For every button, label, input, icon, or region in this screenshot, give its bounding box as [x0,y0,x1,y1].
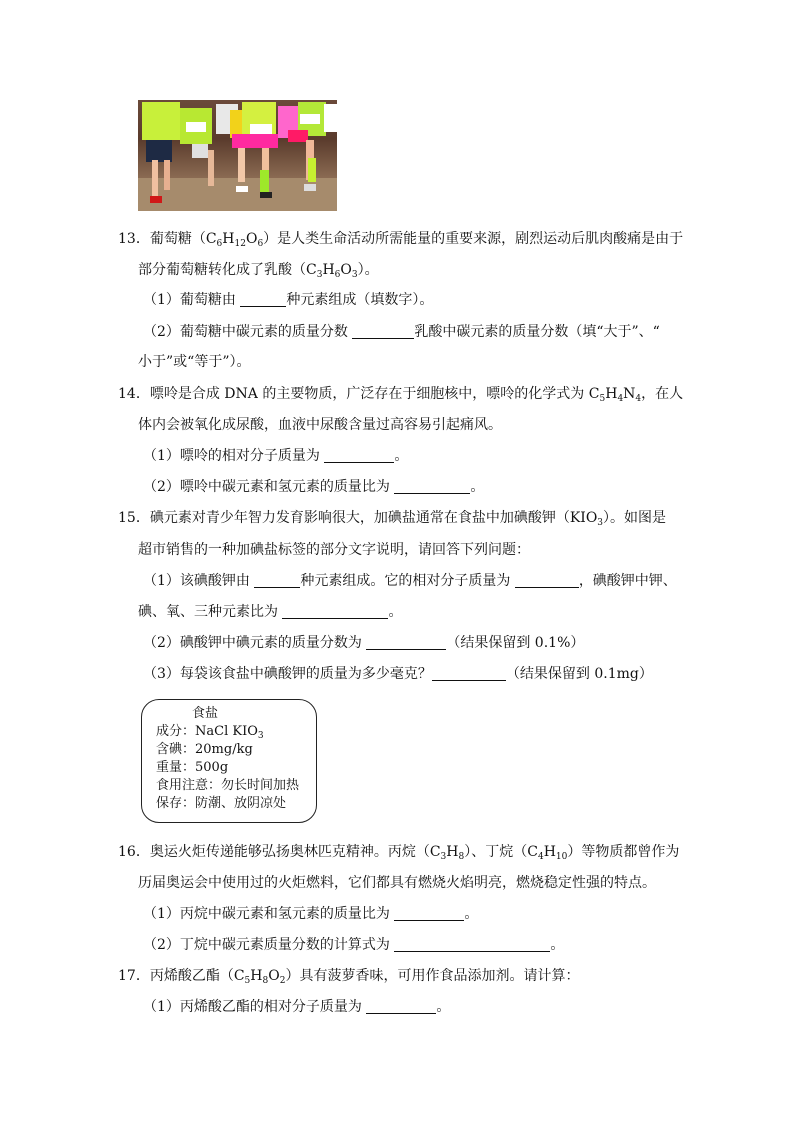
q15-part2: （2）碘酸钾中碘元素的质量分数为 （结果保留到 0.1%） [143,635,585,651]
q15-part1-ratio-blank[interactable] [282,604,388,619]
salt-label-notice: 食用注意：勿长时间加热 [156,778,300,793]
q15-part1-mass-blank[interactable] [515,573,579,588]
q13-part1-answer-blank[interactable] [240,292,286,307]
q17-stem-line1: 17．丙烯酸乙酯$(C_5H_8O_2)$具有菠萝香味，可用作食品添加剂。请计算： [118,968,580,986]
q16-part2: （2）丁烷中碳元素质量分数的计算式为 。 [143,937,565,953]
q16-stem-line2: 历届奥运会中使用过的火炬燃料，它们都具有燃烧火焰明亮，燃烧稳定性强的特点。 [138,875,656,891]
q15-part3: （3）每袋该食盐中碘酸钾的质量为多少毫克？ （结果保留到 0.1mg） [143,666,653,682]
q15-part1-elements-blank[interactable] [254,573,300,588]
q16-part2-answer-blank[interactable] [394,937,550,952]
q14-part2: （2）嘌呤中碳元素和氢元素的质量比为 。 [143,479,485,495]
q17-part1: （1）丙烯酸乙酯的相对分子质量为 。 [143,999,451,1015]
q13-part2-answer-blank[interactable] [352,324,414,339]
salt-label-ingredients: 成分：NaCl $KIO_3$ [156,724,264,741]
q15-stem-line1: 15．碘元素对青少年智力发育影响很大，加碘盐通常在食盐中加碘酸钾$(KIO_3)$。如图是 [118,510,667,528]
q15-part1: （1）该碘酸钾由 种元素组成。它的相对分子质量为 ，碘酸钾中钾、 [143,573,677,589]
salt-label-storage: 保存：防潮、放阴凉处 [156,796,287,811]
q16-stem-line1: 16．奥运火炬传递能够弘扬奥林匹克精神。丙烷$(C_3H_8)$、丁烷$(C_4H_{10})$等物质都曾作为 [118,844,680,862]
salt-label-box [141,699,317,823]
q13-part2-cont: 小于”或“等于”）。 [138,354,251,370]
q15-part1-cont: 碘、氧、三种元素比为 。 [138,604,403,620]
runners-illustration [138,100,337,211]
q14-part1-answer-blank[interactable] [324,448,394,463]
salt-label-title: 食盐 [192,706,219,721]
q16-part1: （1）丙烷中碳元素和氢元素的质量比为 。 [143,906,479,922]
q17-part1-answer-blank[interactable] [366,999,436,1014]
q13-stem-line1: 13．葡萄糖$(C_6H_{12}O_6)$是人类生命活动所需能量的重要来源，剧烈运动后肌肉酸痛是由于 [118,231,684,249]
q16-part1-answer-blank[interactable] [394,906,464,921]
q14-part1: （1）嘌呤的相对分子质量为 。 [143,448,409,464]
q13-part1: （1）葡萄糖由 种元素组成（填数字）。 [143,292,434,308]
q15-part3-answer-blank[interactable] [432,666,506,681]
q14-part2-answer-blank[interactable] [394,479,470,494]
q14-stem-line1: 14．嘌呤是合成 DNA 的主要物质，广泛存在于细胞核中，嘌呤的化学式为 $C_5H_4N_4$，在人 [118,386,684,404]
salt-label-weight: 重量：500g [156,760,229,775]
q13-part2: （2）葡萄糖中碳元素的质量分数 乳酸中碳元素的质量分数（填“大于”、“ [143,324,660,340]
q15-stem-line2: 超市销售的一种加碘盐标签的部分文字说明，请回答下列问题： [138,542,530,558]
q14-stem-line2: 体内会被氧化成尿酸，血液中尿酸含量过高容易引起痛风。 [138,417,502,433]
q15-part2-answer-blank[interactable] [366,635,446,650]
q13-stem-line2: 部分葡萄糖转化成了乳酸$(C_3H_6O_3)$。 [138,262,379,280]
marathon-runners-photo [138,100,337,211]
salt-label-iodine: 含碘：20mg/kg [156,742,253,757]
